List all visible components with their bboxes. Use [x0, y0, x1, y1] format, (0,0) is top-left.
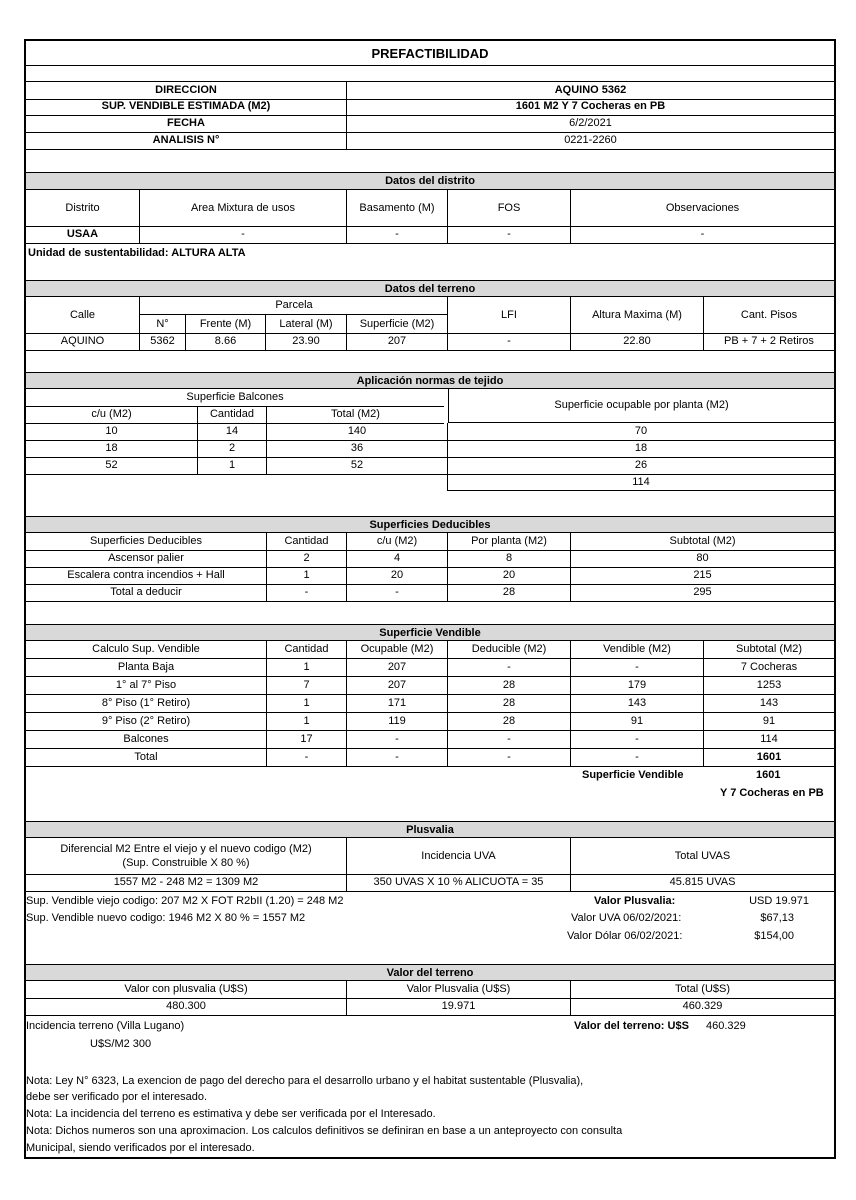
col-fos: FOS [448, 190, 571, 226]
ded-cu: 4 [347, 550, 448, 567]
nota-line: Municipal, siendo verificados por el interesado. [26, 1142, 255, 1154]
vend-concepto: Total [26, 748, 267, 766]
ded-cantidad: 2 [267, 550, 347, 567]
vend-ocupable: - [347, 748, 448, 766]
tejido-cantidad: 2 [198, 440, 267, 457]
vendible-summary-label: Superficie Vendible [582, 769, 684, 781]
col-diferencial-line2: (Sup. Construible X 80 %) [122, 856, 250, 869]
tejido-cu: 10 [26, 423, 198, 440]
ded-cantidad: 1 [267, 567, 347, 584]
tejido-total: 36 [267, 440, 448, 457]
deducibles-row [26, 567, 834, 585]
ded-concepto: Escalera contra incendios + Hall [26, 567, 267, 584]
tejido-cu: 18 [26, 440, 198, 457]
nota-line: Nota: Ley N° 6323, La exencion de pago del derecho para el desarrollo urbano y el habitat sustentable (Plusvalia), [26, 1075, 584, 1087]
col-superficie: Superficie (M2) [347, 315, 448, 333]
col-valor-con-plusvalia: Valor con plusvalia (U$S) [26, 981, 347, 998]
info-row-superficie [26, 98, 834, 116]
terreno-cols [26, 297, 834, 334]
col-cu: c/u (M2) [26, 406, 198, 423]
tejido-total-ocupable: 114 [447, 474, 834, 491]
vend-subtotal: 91 [762, 714, 776, 727]
vend-cantidad: - [267, 748, 347, 766]
vend-deducible: - [448, 748, 571, 766]
tejido-cantidad: 1 [198, 457, 267, 474]
col-lfi: LFI [448, 297, 571, 333]
plusvalia-header: Plusvalia [26, 821, 834, 838]
ocupable-title: Superficie ocupable por planta (M2) [448, 389, 834, 423]
vendible-cols [26, 641, 834, 659]
deducibles-row [26, 550, 834, 568]
col-por-planta: Por planta (M2) [448, 533, 571, 550]
vend-cantidad: 1 [267, 694, 347, 712]
val-valor-con-plusvalia: 480.300 [26, 998, 347, 1015]
plusvalia-note-viejo: Sup. Vendible viejo codigo: 207 M2 X FOT R2bII (1.20) = 248 M2 [26, 895, 344, 907]
val-pisos: PB + 7 + 2 Retiros [724, 335, 814, 347]
distrito-cols [26, 190, 834, 227]
col-deducible: Deducible (M2) [448, 641, 571, 658]
col-cantidad: Cantidad [267, 641, 347, 658]
col-cantidad: Cantidad [267, 533, 347, 550]
val-incidencia-uva: 350 UVAS X 10 % ALICUOTA = 35 [347, 874, 571, 891]
ded-cu: - [347, 584, 448, 601]
vend-vendible: 91 [571, 712, 704, 730]
col-observaciones: Observaciones [665, 201, 740, 214]
vendible-summary-value: 1601 [756, 769, 781, 781]
val-total-uvas: 45.815 UVAS [669, 876, 736, 888]
info-value: 6/2/2021 [569, 117, 612, 129]
incidencia-terreno-label: Incidencia terreno (Villa Lugano) [26, 1020, 185, 1032]
val-superficie: 207 [347, 333, 448, 350]
valor-dolar-label: Valor Dólar 06/02/2021: [567, 930, 683, 942]
val-altura: 22.80 [571, 333, 704, 350]
info-label: ANALISIS N° [26, 132, 347, 149]
tejido-row [26, 457, 834, 475]
tejido-row [26, 423, 834, 441]
terreno-values [26, 333, 834, 351]
ded-concepto: Total a deducir [26, 584, 267, 601]
vend-vendible: - [571, 730, 704, 748]
vendible-row-total [26, 748, 834, 767]
vend-cantidad: 17 [267, 730, 347, 748]
balcones-title: Superficie Balcones [186, 391, 284, 403]
distrito-values [26, 226, 834, 244]
col-subtotal: Subtotal (M2) [735, 643, 803, 655]
terreno-header: Datos del terreno [26, 280, 834, 297]
col-diferencial-line1: Diferencial M2 Entre el viejo y el nuevo codigo (M2) [60, 842, 312, 855]
balcones-cols [26, 406, 444, 424]
incidencia-terreno-value: U$S/M2 300 [90, 1038, 152, 1050]
val-area-mixtura: - [140, 226, 347, 243]
valor-plusvalia-value: USD 19.971 [749, 895, 809, 907]
col-distrito: Distrito [26, 190, 140, 226]
vend-concepto: 8° Piso (1° Retiro) [26, 694, 267, 712]
info-value: 0221-2260 [564, 134, 617, 146]
col-frente: Frente (M) [186, 315, 266, 333]
col-ocupable: Ocupable (M2) [347, 641, 448, 658]
valor-terreno-values [26, 998, 834, 1016]
col-basamento: Basamento (M) [347, 190, 448, 226]
vendible-header: Superficie Vendible [26, 624, 834, 641]
ded-cantidad: - [267, 584, 347, 601]
deducibles-header: Superficies Deducibles [26, 516, 834, 533]
info-row-fecha [26, 115, 834, 133]
tejido-header: Aplicación normas de tejido [26, 372, 834, 389]
distrito-header: Datos del distrito [26, 172, 834, 190]
vend-concepto: 9° Piso (2° Retiro) [26, 712, 267, 730]
tejido-row [26, 440, 834, 458]
col-area-mixtura: Area Mixtura de usos [140, 190, 347, 226]
col-pisos: Cant. Pisos [740, 308, 798, 321]
info-label: SUP. VENDIBLE ESTIMADA (M2) [26, 98, 347, 115]
val-valor-plusvalia: 19.971 [347, 998, 571, 1015]
plusvalia-note-nuevo: Sup. Vendible nuevo codigo: 1946 M2 X 80 % = 1557 M2 [26, 912, 306, 924]
vend-concepto: Planta Baja [26, 658, 267, 676]
ded-por-planta: 28 [448, 584, 571, 601]
vend-deducible: - [448, 730, 571, 748]
tejido-ocupable: 70 [634, 425, 648, 437]
col-incidencia-uva: Incidencia UVA [347, 838, 571, 874]
vend-deducible: 28 [448, 676, 571, 694]
info-label: DIRECCION [26, 82, 347, 99]
vend-cantidad: 7 [267, 676, 347, 694]
col-valor-plusvalia: Valor Plusvalia (U$S) [347, 981, 571, 998]
col-calle: Calle [26, 297, 140, 333]
vendible-summary-extra: Y 7 Cocheras en PB [720, 787, 824, 799]
col-cu: c/u (M2) [347, 533, 448, 550]
ded-cu: 20 [347, 567, 448, 584]
tejido-ocupable: 26 [634, 459, 648, 471]
col-altura: Altura Maxima (M) [571, 297, 704, 333]
val-basamento: - [347, 226, 448, 243]
val-distrito: USAA [26, 226, 140, 243]
vend-subtotal: 1601 [756, 750, 782, 763]
val-fos: - [448, 226, 571, 243]
tejido-ocupable: 18 [634, 442, 648, 454]
col-total-uvas: Total UVAS [674, 849, 731, 862]
val-calle: AQUINO [26, 333, 140, 350]
vend-subtotal: 114 [760, 732, 778, 745]
vend-deducible: 28 [448, 694, 571, 712]
vend-ocupable: - [347, 730, 448, 748]
valor-terreno-header: Valor del terreno [26, 964, 834, 981]
vend-vendible: - [571, 748, 704, 766]
val-lfi: - [448, 333, 571, 350]
info-value: 1601 M2 Y 7 Cocheras en PB [515, 100, 666, 112]
vend-deducible: - [448, 658, 571, 676]
vend-subtotal: 1253 [756, 678, 782, 691]
vendible-row [26, 658, 834, 677]
ded-subtotal: 80 [696, 552, 709, 564]
tejido-cantidad: 14 [198, 423, 267, 440]
col-lateral: Lateral (M) [266, 315, 347, 333]
vendible-row [26, 694, 834, 713]
col-subtotal: Subtotal (M2) [669, 535, 736, 547]
col-sup-deducibles: Superficies Deducibles [26, 533, 267, 550]
nota-line: Nota: Dichos numeros son una aproximacion. Los calculos definitivos se definiran en base a un anteproyecto con consulta [26, 1125, 623, 1137]
col-numero: N° [140, 315, 186, 333]
tejido-total: 52 [267, 457, 448, 474]
balcones-header-row [26, 389, 444, 407]
plusvalia-cols [26, 838, 834, 875]
valor-plusvalia-label: Valor Plusvalia: [594, 895, 676, 907]
val-numero: 5362 [140, 333, 186, 350]
col-vendible: Vendible (M2) [571, 641, 704, 658]
tejido-cu: 52 [26, 457, 198, 474]
tejido-total: 140 [267, 423, 448, 440]
info-row-analisis [26, 132, 834, 150]
vend-vendible: - [571, 658, 704, 676]
vend-ocupable: 207 [347, 676, 448, 694]
vend-subtotal: 7 Cocheras [740, 660, 798, 673]
vendible-row [26, 676, 834, 695]
plusvalia-values [26, 874, 834, 892]
vend-ocupable: 119 [347, 712, 448, 730]
valor-terreno-cols [26, 981, 834, 999]
valor-dolar-value: $154,00 [754, 930, 794, 942]
val-lateral: 23.90 [266, 333, 347, 350]
ded-subtotal: 215 [693, 569, 712, 581]
col-total-usd: Total (U$S) [674, 983, 731, 995]
val-observaciones: - [700, 228, 705, 240]
page-title: PREFACTIBILIDAD [371, 45, 489, 61]
ded-concepto: Ascensor palier [26, 550, 267, 567]
col-cantidad: Cantidad [198, 406, 267, 423]
ded-subtotal: 295 [693, 586, 712, 598]
valor-terreno-value: 460.329 [706, 1020, 746, 1032]
nota-line: Nota: La incidencia del terreno es estimativa y debe ser verificada por el Interesado. [26, 1108, 436, 1120]
val-frente: 8.66 [186, 333, 266, 350]
ded-por-planta: 20 [448, 567, 571, 584]
deducibles-cols [26, 533, 834, 551]
vend-cantidad: 1 [267, 658, 347, 676]
vend-cantidad: 1 [267, 712, 347, 730]
info-value: AQUINO 5362 [554, 84, 627, 96]
col-diferencial [26, 838, 347, 874]
valor-uva-label: Valor UVA 06/02/2021: [571, 912, 682, 924]
info-label: FECHA [26, 115, 347, 132]
valor-terreno-label: Valor del terreno: U$S [574, 1020, 689, 1032]
deducibles-row [26, 584, 834, 602]
vend-ocupable: 207 [347, 658, 448, 676]
ded-por-planta: 8 [448, 550, 571, 567]
col-total: Total (M2) [331, 408, 380, 420]
val-total-usd: 460.329 [682, 1000, 723, 1012]
vend-subtotal: 143 [759, 696, 779, 709]
sustentabilidad-note: Unidad de sustentabilidad: ALTURA ALTA [28, 247, 246, 259]
vend-deducible: 28 [448, 712, 571, 730]
vendible-row [26, 730, 834, 749]
vend-concepto: Balcones [26, 730, 267, 748]
col-calculo: Calculo Sup. Vendible [26, 641, 267, 658]
vend-concepto: 1° al 7° Piso [26, 676, 267, 694]
valor-uva-value: $67,13 [760, 912, 794, 924]
nota-line: debe ser verificado por el interesado. [26, 1091, 207, 1103]
col-parcela: Parcela [140, 297, 448, 315]
title-row [26, 41, 834, 66]
vendible-row [26, 712, 834, 731]
prefactibilidad-sheet [24, 39, 836, 1159]
vend-ocupable: 171 [347, 694, 448, 712]
val-diferencial: 1557 M2 - 248 M2 = 1309 M2 [26, 874, 347, 891]
vend-vendible: 179 [571, 676, 704, 694]
vend-vendible: 143 [571, 694, 704, 712]
